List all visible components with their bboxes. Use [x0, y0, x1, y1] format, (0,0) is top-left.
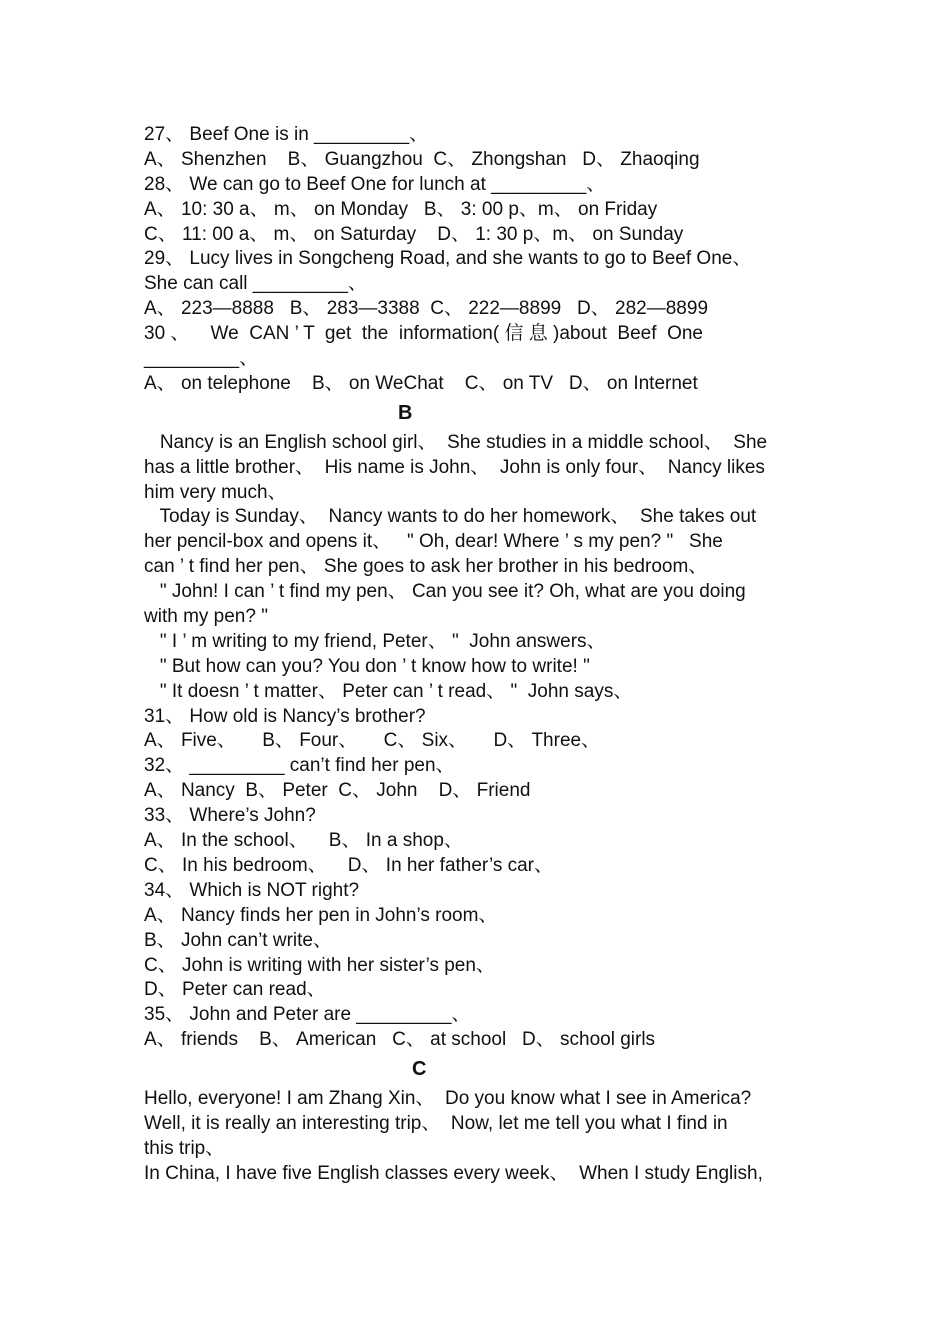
passage-b-line: " But how can you? You don ’ t know how to write! " — [144, 655, 590, 677]
section-b-questions — [144, 705, 806, 1053]
options-28-cd: C、 11: 00 a、 m、 on Saturday D、 1: 30 p、m、 on Sunday — [144, 223, 684, 245]
passage-c-line: In China, I have five English classes every week、 When I study English, — [144, 1162, 763, 1184]
passage-c — [144, 1087, 806, 1187]
passage-b-line: " I ’ m writing to my friend, Peter、 " John answers、 — [144, 630, 606, 652]
heading-c-label: C — [412, 1058, 427, 1081]
section-heading-c — [144, 1053, 806, 1087]
passage-b-line: has a little brother、 His name is John、 John is only four、 Nancy likes — [144, 456, 765, 478]
options-28-ab: A、 10: 30 a、 m、 on Monday B、 3: 00 p、m、 on Friday — [144, 198, 658, 220]
question-30-cont: _________、 — [144, 348, 259, 370]
option-34-a: A、 Nancy finds her pen in John’s room、 — [144, 904, 498, 926]
passage-b-line: her pencil-box and opens it、 " Oh, dear! Where ’ s my pen? " She — [144, 531, 723, 553]
options-33-cd: C、 In his bedroom、 D、 In her father’s car、 — [144, 854, 554, 876]
question-28: 28、 We can go to Beef One for lunch at _________、 — [144, 173, 606, 195]
option-34-c: C、 John is writing with her sister’s pen、 — [144, 954, 495, 976]
passage-b-line: can ’ t find her pen、 She goes to ask her brother in his bedroom、 — [144, 556, 708, 578]
options-27: A、 Shenzhen B、 Guangzhou C、 Zhongshan D、 Zhaoqing — [144, 148, 700, 170]
option-34-b: B、 John can’t write、 — [144, 929, 332, 951]
options-30: A、 on telephone B、 on WeChat C、 on TV D、 on Internet — [144, 372, 698, 394]
passage-b-line: him very much、 — [144, 481, 287, 503]
passage-c-line: this trip、 — [144, 1137, 225, 1159]
question-29: 29、 Lucy lives in Songcheng Road, and she wants to go to Beef One、 — [144, 248, 752, 270]
options-33-ab: A、 In the school、 B、 In a shop、 — [144, 830, 463, 852]
options-32: A、 Nancy B、 Peter C、 John D、 Friend — [144, 780, 531, 802]
question-35: 35、 John and Peter are _________、 — [144, 1004, 471, 1026]
question-34: 34、 Which is NOT right? — [144, 879, 360, 901]
options-29: A、 223—8888 B、 283—3388 C、 222—8899 D、 282—8899 — [144, 298, 709, 320]
passage-b — [144, 431, 806, 705]
passage-b-line: Today is Sunday、 Nancy wants to do her homework、 She takes out — [144, 506, 757, 528]
question-29-cont: She can call _________、 — [144, 273, 367, 295]
question-33: 33、 Where’s John? — [144, 805, 316, 827]
options-31: A、 Five、 B、 Four、 C、 Six、 D、 Three、 — [144, 730, 601, 752]
passage-c-line: Hello, everyone! I am Zhang Xin、 Do you know what I see in America? — [144, 1088, 752, 1110]
question-30: 30 、 We CAN ’ T get the information( 信 息 )about Beef One — [144, 323, 703, 345]
question-32: 32、 _________ can’t find her pen、 — [144, 755, 455, 777]
passage-c-line: Well, it is really an interesting trip、 Now, let me tell you what I find in — [144, 1112, 728, 1134]
passage-b-line: with my pen? " — [144, 606, 268, 628]
section-heading-b — [144, 397, 806, 431]
passage-b-line: " It doesn ’ t matter、 Peter can ’ t read、 " John says、 — [144, 680, 633, 702]
question-27: 27、 Beef One is in _________、 — [144, 124, 429, 145]
option-34-d: D、 Peter can read、 — [144, 979, 326, 1001]
heading-b-label: B — [398, 401, 413, 424]
document-page — [144, 123, 806, 1187]
passage-b-line: " John! I can ’ t find my pen、 Can you see it? Oh, what are you doing — [144, 581, 746, 603]
section-a-questions — [144, 123, 806, 397]
question-31: 31、 How old is Nancy’s brother? — [144, 705, 426, 727]
options-35: A、 friends B、 American C、 at school D、 school girls — [144, 1029, 656, 1051]
passage-b-line: Nancy is an English school girl、 She studies in a middle school、 She — [144, 431, 768, 453]
